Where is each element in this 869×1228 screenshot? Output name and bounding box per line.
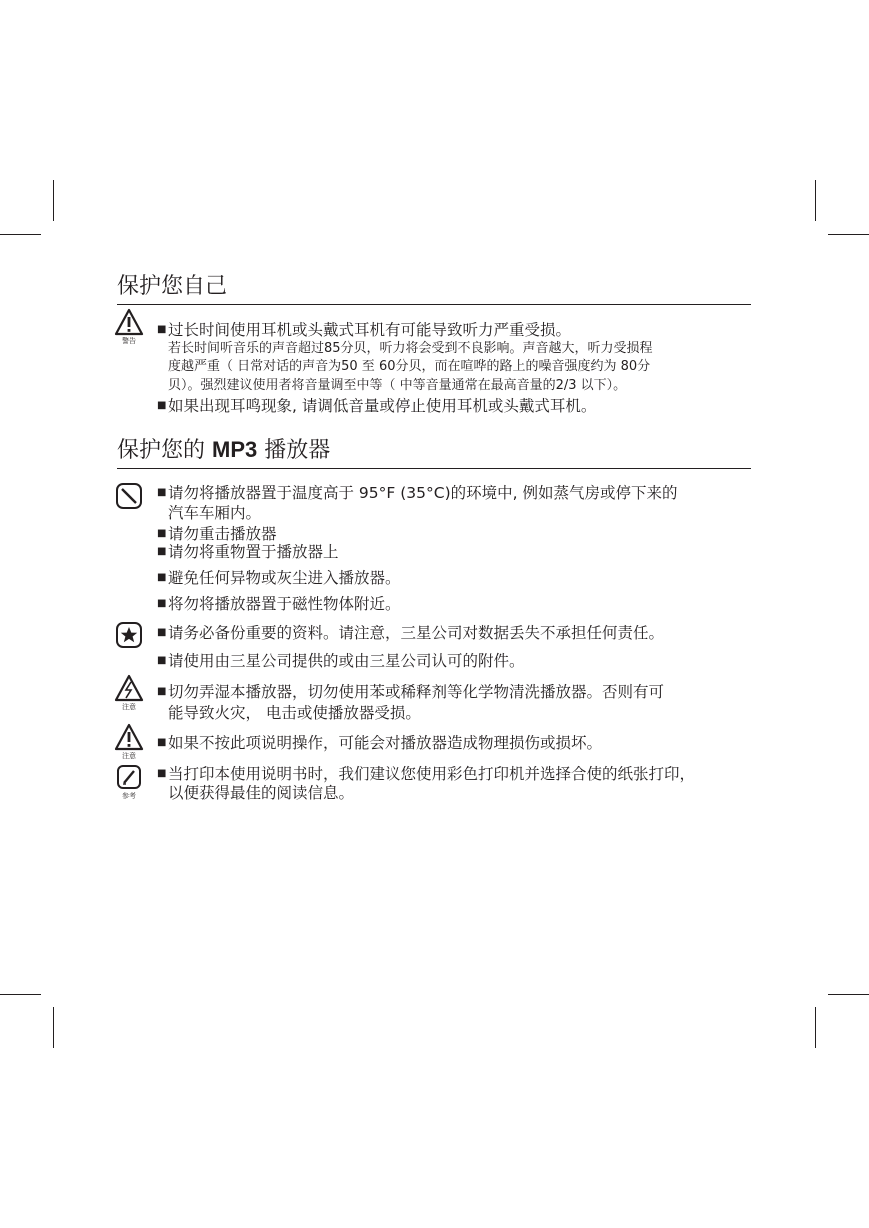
bullet: ■ <box>157 598 167 609</box>
caution-icon <box>114 723 144 761</box>
bullet: ■ <box>157 655 167 666</box>
bullet: ■ <box>157 627 167 638</box>
bullet: ■ <box>157 400 167 411</box>
note-item-printing: 当打印本使用说明书时，我们建议您使用彩色打印机并选择合使的纸张打印， <box>168 765 696 783</box>
crop-mark <box>0 234 41 235</box>
note-icon <box>114 765 144 801</box>
bullet: ■ <box>157 737 167 748</box>
warning-detail-line: 贝）。强烈建议使用者将音量调至中等（ 中等音量通常在最高音量的2/3 以下）。 <box>168 378 627 393</box>
important-item-backup: 请务必备份重要的资料。请注意，三星公司对数据丢失不承担任何责任。 <box>168 624 665 642</box>
caution-item-chemicals: 切勿弄湿本播放器，切勿使用苯或稀释剂等化学物清洗播放器。否则有可 <box>168 683 665 701</box>
prohibit-item-heavy-objects: 请勿将重物置于播放器上 <box>168 543 339 561</box>
prohibit-item-magnetic: 将勿将播放器置于磁性物体附近。 <box>168 595 401 613</box>
bullet: ■ <box>157 324 167 335</box>
crop-mark <box>0 994 41 995</box>
note-caption: 参考 <box>122 792 136 800</box>
crop-mark <box>53 180 54 221</box>
warning-caption: 警告 <box>122 337 136 345</box>
bullet: ■ <box>157 768 167 779</box>
section-title-protect-player <box>117 435 751 469</box>
crop-mark <box>53 1007 54 1048</box>
section-title-prefix: 保护您的 <box>117 438 206 463</box>
section-title-suffix: 播放器 <box>264 438 331 463</box>
prohibit-item-dust: 避免任何异物或灰尘进入播放器。 <box>168 569 401 587</box>
star-important-icon <box>114 621 144 649</box>
note-item-printing-cont: 以便获得最佳的阅读信息。 <box>168 784 355 802</box>
prohibit-item-impact: 请勿重击播放器 <box>168 525 277 543</box>
caution-caption: 注意 <box>122 703 136 711</box>
caution-caption: 注意 <box>122 752 136 760</box>
warning-detail-line: 度越严重（ 日常对话的声音为50 至 60分贝，而在喧哗的路上的噪音强度约为 80分 <box>168 359 651 374</box>
section-title-protect-yourself: 保护您自己 <box>117 272 751 305</box>
warning-item-tinnitus: 如果出现耳鸣现象, 请调低音量或停止使用耳机或头戴式耳机。 <box>168 397 597 415</box>
prohibit-icon <box>114 482 144 510</box>
bullet: ■ <box>157 487 167 498</box>
bullet: ■ <box>157 686 167 697</box>
important-item-accessories: 请使用由三星公司提供的或由三星公司认可的附件。 <box>168 652 525 670</box>
warning-icon <box>114 308 144 346</box>
section-title-mp3: MP3 <box>212 437 258 462</box>
caution-item-instructions: 如果不按此项说明操作，可能会对播放器造成物理损伤或损坏。 <box>168 734 603 752</box>
crop-mark <box>828 234 869 235</box>
prohibit-item-temperature: 请勿将播放器置于温度高于 95°F (35°C)的环境中, 例如蒸气房或停下来的 <box>168 484 678 502</box>
crop-mark <box>815 1007 816 1048</box>
bullet: ■ <box>157 528 167 539</box>
electric-caution-icon <box>114 674 144 712</box>
crop-mark <box>828 994 869 995</box>
prohibit-item-temperature-cont: 汽车车厢内。 <box>168 504 262 522</box>
bullet: ■ <box>157 572 167 583</box>
crop-mark <box>815 180 816 221</box>
warning-detail-line: 若长时间听音乐的声音超过85分贝，听力将会受到不良影响。声音越大，听力受损程 <box>168 341 653 356</box>
bullet: ■ <box>157 546 167 557</box>
caution-item-chemicals-cont: 能导致火灾， 电击或使播放器受损。 <box>168 704 421 722</box>
warning-item-headphones: 过长时间使用耳机或头戴式耳机有可能导致听力严重受损。 <box>168 321 572 339</box>
